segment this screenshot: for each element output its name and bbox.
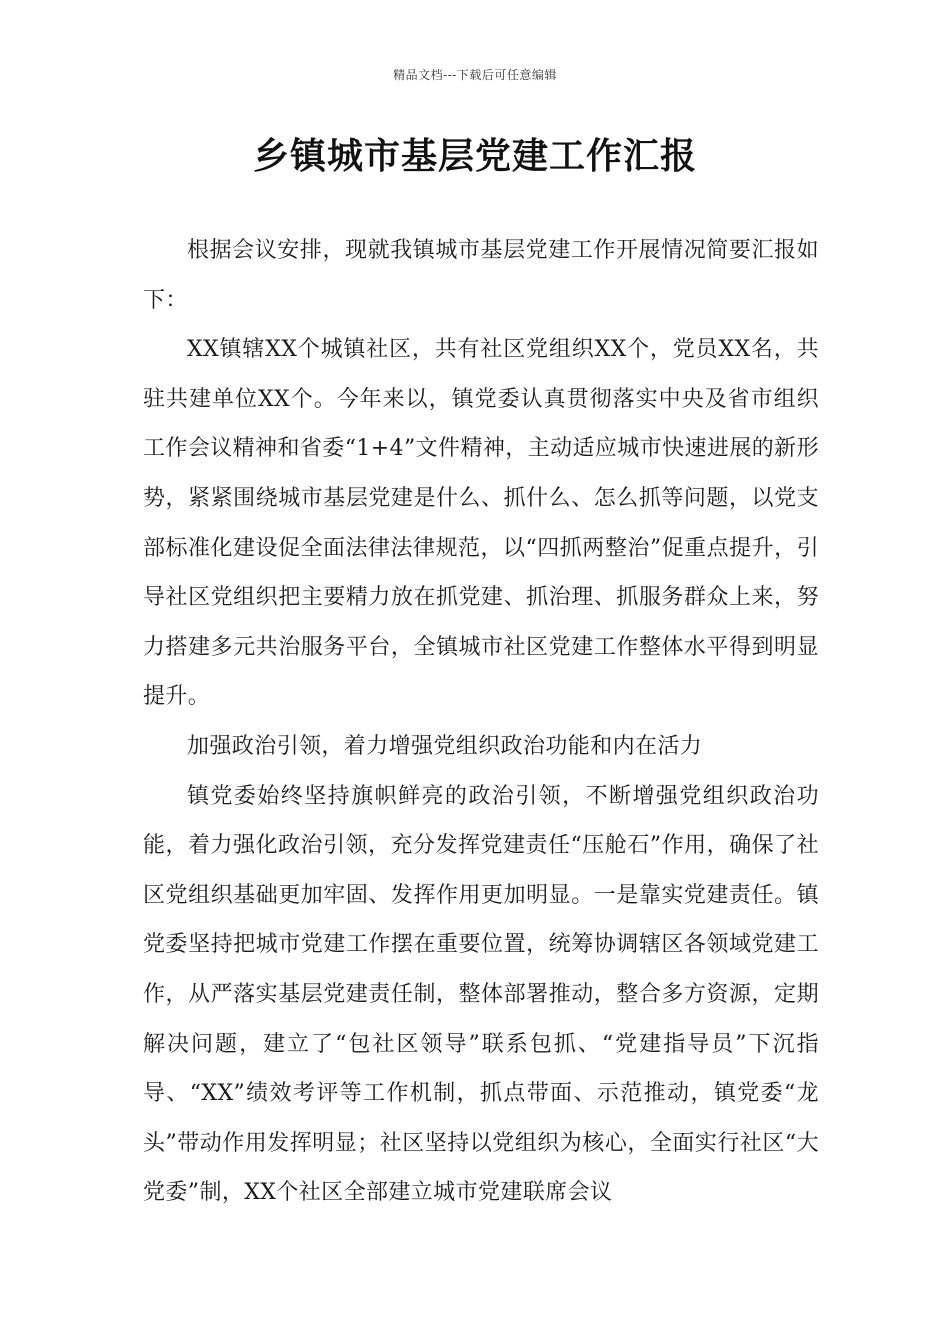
- document-body: [143, 226, 819, 1218]
- section-heading: 加强政治引领，着力增强党组织政治功能和内在活力: [187, 733, 703, 759]
- paragraph-overview: XX镇辖XX个城镇社区，共有社区党组织XX个，党员XX名，共驻共建单位XX个。今年来以，镇党委认真贯彻落实中央及省市组织工作会议精神和省委“1+4”文件精神，主动适应城市快速进展的新形势，紧紧围绕城市基层党建是什么、抓什么、怎么抓等问题，以党支部标准化建设促全面法律法律规范，以“四抓两整治”促重点提升，引导社区党组织把主要精力放在抓党建、抓治理、抓服务群众上来，努力搭建多元共治服务平台，全镇城市社区党建工作整体水平得到明显提升。: [143, 337, 819, 710]
- header-note: 精品文档---下载后可任意编辑: [393, 68, 557, 82]
- document-title: 乡镇城市基层党建工作汇报: [252, 135, 697, 177]
- paragraph-political-leadership: 镇党委始终坚持旗帜鲜亮的政治引领，不断增强党组织政治功能，着力强化政治引领，充分发挥党建责任“压舱石”作用，确保了社区党组织基础更加牢固、发挥作用更加明显。一是靠实党建责任。镇党委坚持把城市党建工作摆在重要位置，统筹协调辖区各领域党建工作，从严落实基层党建责任制，整体部署推动，整合多方资源，定期解决问题，建立了“包社区领导”联系包抓、“党建指导员”下沉指导、“XX”绩效考评等工作机制，抓点带面、示范推动，镇党委“龙头”带动作用发挥明显；社区坚持以党组织为核心，全面实行社区“大党委”制，XX个社区全部建立城市党建联席会议: [143, 783, 819, 1206]
- paragraph-intro: 根据会议安排，现就我镇城市基层党建工作开展情况简要汇报如下：: [143, 238, 819, 313]
